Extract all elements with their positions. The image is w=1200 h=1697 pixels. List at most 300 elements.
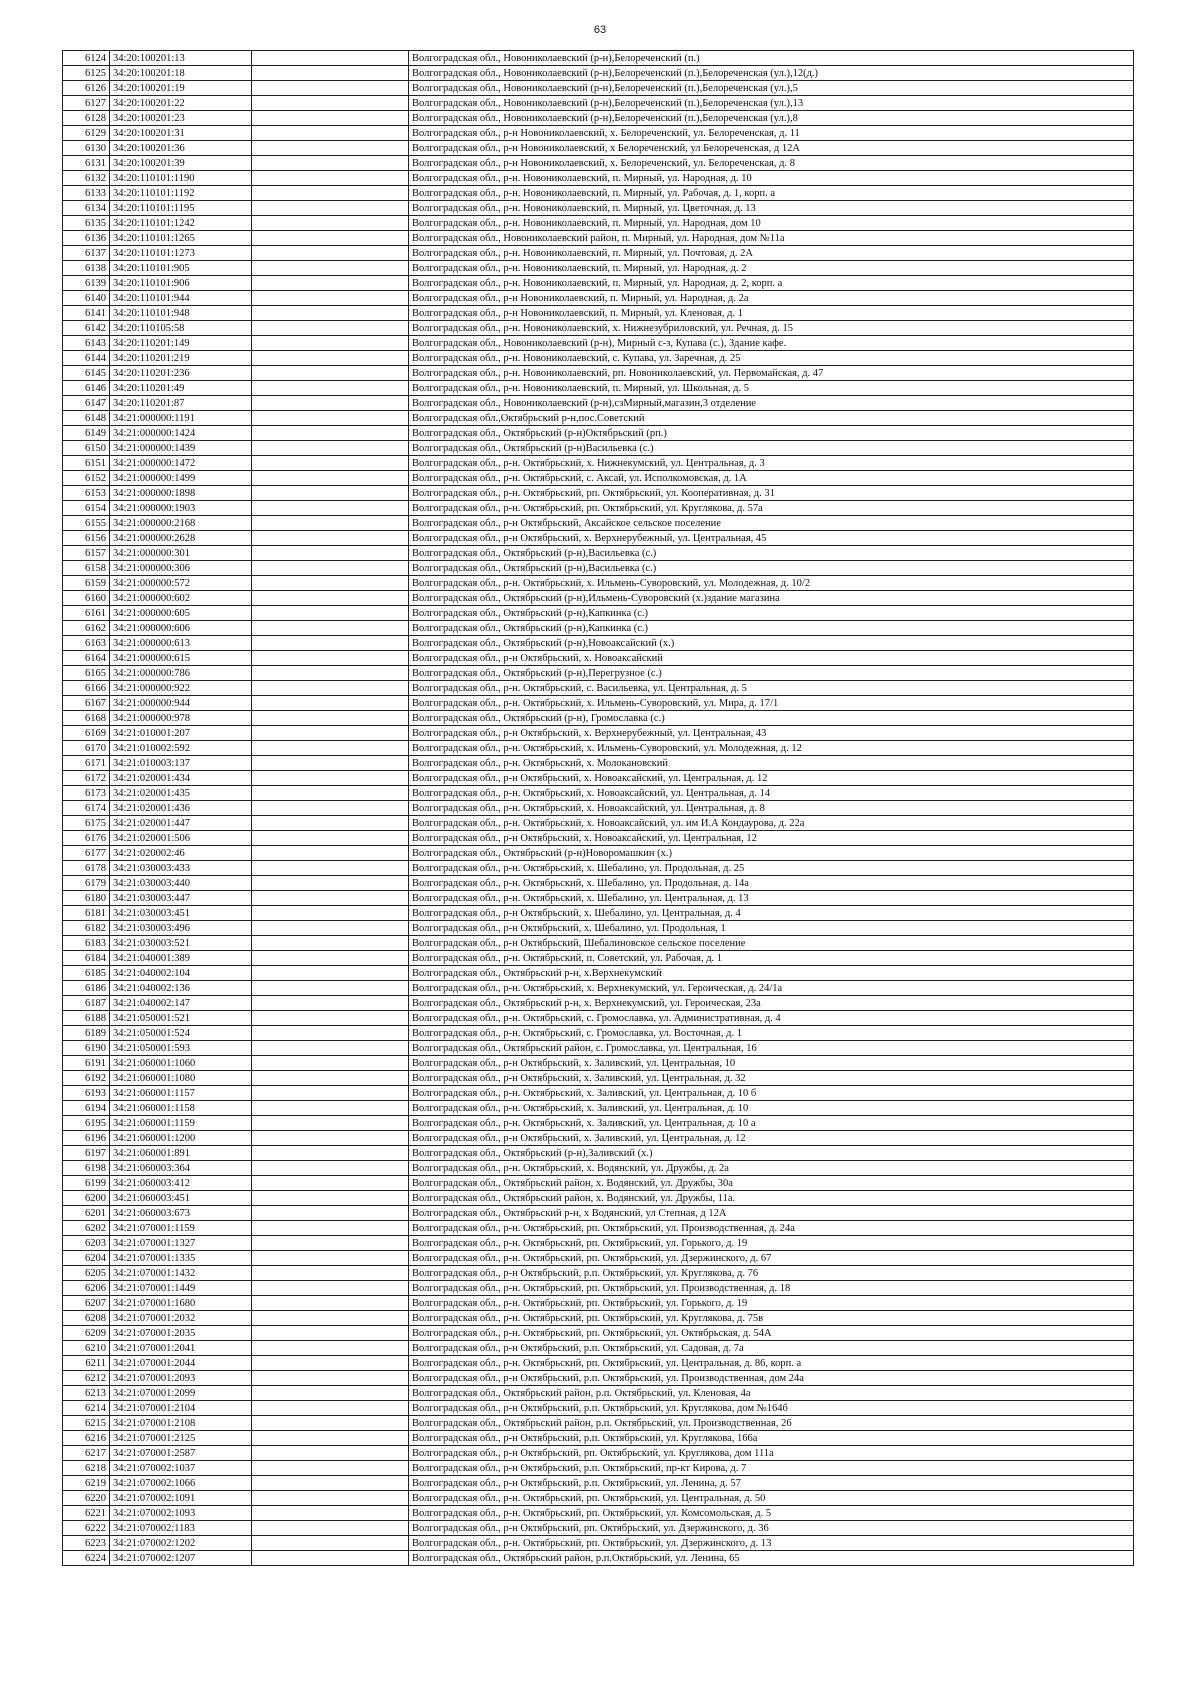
empty-cell — [252, 1191, 409, 1206]
row-number-cell: 6143 — [63, 336, 110, 351]
cadastral-number-cell: 34:20:100201:19 — [110, 81, 252, 96]
address-cell: Волгоградская обл., р-н Новониколаевский, п. Мирный, ул. Кленовая, д. 1 — [409, 306, 1134, 321]
table-row — [63, 1176, 1134, 1191]
empty-cell — [252, 1461, 409, 1476]
table-row — [63, 231, 1134, 246]
row-number-cell: 6126 — [63, 81, 110, 96]
row-number-cell: 6161 — [63, 606, 110, 621]
address-cell: Волгоградская обл., р-н Октябрьский, х. Заливский, ул. Центральная, 10 — [409, 1056, 1134, 1071]
empty-cell — [252, 576, 409, 591]
empty-cell — [252, 786, 409, 801]
empty-cell — [252, 1491, 409, 1506]
address-cell: Волгоградская обл., р-н. Октябрьский, х. Новоаксайский, ул. Центральная, д. 8 — [409, 801, 1134, 816]
address-cell: Волгоградская обл., Октябрьский район, х. Водянский, ул. Дружбы, 30а — [409, 1176, 1134, 1191]
table-row — [63, 591, 1134, 606]
cadastral-number-cell: 34:21:060001:1200 — [110, 1131, 252, 1146]
empty-cell — [252, 1026, 409, 1041]
address-cell: Волгоградская обл., р-н. Октябрьский, рп. Октябрьский, ул. Дзержинского, д. 13 — [409, 1536, 1134, 1551]
cadastral-number-cell: 34:20:110101:906 — [110, 276, 252, 291]
address-cell: Волгоградская обл., р-н. Новониколаевский, х. Нижнезубриловский, ул. Речная, д. 15 — [409, 321, 1134, 336]
empty-cell — [252, 1356, 409, 1371]
row-number-cell: 6220 — [63, 1491, 110, 1506]
address-cell: Волгоградская обл., р-н. Октябрьский, х. Молокановский — [409, 756, 1134, 771]
row-number-cell: 6173 — [63, 786, 110, 801]
empty-cell — [252, 891, 409, 906]
row-number-cell: 6203 — [63, 1236, 110, 1251]
cadastral-number-cell: 34:20:100201:36 — [110, 141, 252, 156]
address-cell: Волгоградская обл., Октябрьский р-н, х.Верхнекумский — [409, 966, 1134, 981]
empty-cell — [252, 261, 409, 276]
empty-cell — [252, 876, 409, 891]
address-cell: Волгоградская обл., р-н. Октябрьский, х. Заливский, ул. Центральная, д. 10 б — [409, 1086, 1134, 1101]
cadastral-number-cell: 34:21:070001:1327 — [110, 1236, 252, 1251]
row-number-cell: 6187 — [63, 996, 110, 1011]
empty-cell — [252, 1131, 409, 1146]
row-number-cell: 6183 — [63, 936, 110, 951]
address-cell: Волгоградская обл., Новониколаевский (р-н), Мирный с-з, Купава (с.), Здание кафе. — [409, 336, 1134, 351]
empty-cell — [252, 1311, 409, 1326]
empty-cell — [252, 951, 409, 966]
address-cell: Волгоградская обл., р-н. Октябрьский, с. Васильевка, ул. Центральная, д. 5 — [409, 681, 1134, 696]
cadastral-number-cell: 34:21:010003:137 — [110, 756, 252, 771]
table-row — [63, 381, 1134, 396]
table-row — [63, 261, 1134, 276]
row-number-cell: 6189 — [63, 1026, 110, 1041]
table-row — [63, 66, 1134, 81]
row-number-cell: 6217 — [63, 1446, 110, 1461]
table-row — [63, 1341, 1134, 1356]
table-row — [63, 411, 1134, 426]
table-row — [63, 846, 1134, 861]
cadastral-number-cell: 34:21:070001:1159 — [110, 1221, 252, 1236]
cadastral-number-cell: 34:21:070002:1207 — [110, 1551, 252, 1566]
row-number-cell: 6177 — [63, 846, 110, 861]
cadastral-number-cell: 34:21:000000:572 — [110, 576, 252, 591]
row-number-cell: 6146 — [63, 381, 110, 396]
address-cell: Волгоградская обл., р-н Октябрьский, р.п. Октябрьский, ул. Производственная, дом 24а — [409, 1371, 1134, 1386]
address-cell: Волгоградская обл., р-н. Октябрьский, с. Громославка, ул. Административная, д. 4 — [409, 1011, 1134, 1026]
address-cell: Волгоградская обл., р-н Новониколаевский, х Белореченский, ул Белореченская, д 12А — [409, 141, 1134, 156]
table-row — [63, 441, 1134, 456]
address-cell: Волгоградская обл., р-н Октябрьский, х. Верхнерубежный, ул. Центральная, 45 — [409, 531, 1134, 546]
empty-cell — [252, 606, 409, 621]
address-cell: Волгоградская обл., р-н. Октябрьский, рп. Октябрьский, ул. Горького, д. 19 — [409, 1236, 1134, 1251]
address-cell: Волгоградская обл., Октябрьский район, р.п.Октябрьский, ул. Ленина, 65 — [409, 1551, 1134, 1566]
cadastral-number-cell: 34:21:070002:1202 — [110, 1536, 252, 1551]
cadastral-number-cell: 34:21:000000:301 — [110, 546, 252, 561]
empty-cell — [252, 1416, 409, 1431]
row-number-cell: 6206 — [63, 1281, 110, 1296]
table-row — [63, 516, 1134, 531]
row-number-cell: 6149 — [63, 426, 110, 441]
row-number-cell: 6133 — [63, 186, 110, 201]
address-cell: Волгоградская обл., р-н. Новониколаевский, п. Мирный, ул. Народная, дом 10 — [409, 216, 1134, 231]
row-number-cell: 6205 — [63, 1266, 110, 1281]
row-number-cell: 6139 — [63, 276, 110, 291]
empty-cell — [252, 51, 409, 66]
cadastral-number-cell: 34:20:110201:49 — [110, 381, 252, 396]
empty-cell — [252, 381, 409, 396]
row-number-cell: 6180 — [63, 891, 110, 906]
row-number-cell: 6155 — [63, 516, 110, 531]
table-row — [63, 1521, 1134, 1536]
address-cell: Волгоградская обл., р-н. Октябрьский, рп. Октябрьский, ул. Комсомольская, д. 5 — [409, 1506, 1134, 1521]
empty-cell — [252, 726, 409, 741]
table-row — [63, 1401, 1134, 1416]
row-number-cell: 6181 — [63, 906, 110, 921]
address-cell: Волгоградская обл., р-н. Октябрьский, рп. Октябрьский, ул. Октябрьская, д. 54А — [409, 1326, 1134, 1341]
table-row — [63, 891, 1134, 906]
row-number-cell: 6223 — [63, 1536, 110, 1551]
cadastral-number-cell: 34:21:030003:433 — [110, 861, 252, 876]
empty-cell — [252, 276, 409, 291]
row-number-cell: 6198 — [63, 1161, 110, 1176]
row-number-cell: 6147 — [63, 396, 110, 411]
cadastral-number-cell: 34:21:070002:1037 — [110, 1461, 252, 1476]
cadastral-number-cell: 34:21:030003:521 — [110, 936, 252, 951]
row-number-cell: 6190 — [63, 1041, 110, 1056]
address-cell: Волгоградская обл., р-н. Октябрьский, рп. Октябрьский, ул. Кооперативная, д. 31 — [409, 486, 1134, 501]
register-table — [62, 50, 1134, 1566]
cadastral-number-cell: 34:21:060003:451 — [110, 1191, 252, 1206]
table-row — [63, 1146, 1134, 1161]
cadastral-number-cell: 34:20:110201:236 — [110, 366, 252, 381]
row-number-cell: 6194 — [63, 1101, 110, 1116]
cadastral-number-cell: 34:21:000000:606 — [110, 621, 252, 636]
empty-cell — [252, 666, 409, 681]
address-cell: Волгоградская обл., р-н. Октябрьский, х. Водянский, ул. Дружбы, д. 2а — [409, 1161, 1134, 1176]
empty-cell — [252, 1116, 409, 1131]
address-cell: Волгоградская обл., р-н. Октябрьский, х. Ильмень-Суворовский, ул. Молодежная, д. 10/2 — [409, 576, 1134, 591]
cadastral-number-cell: 34:20:100201:18 — [110, 66, 252, 81]
row-number-cell: 6141 — [63, 306, 110, 321]
cadastral-number-cell: 34:21:070001:2125 — [110, 1431, 252, 1446]
table-row — [63, 171, 1134, 186]
row-number-cell: 6167 — [63, 696, 110, 711]
row-number-cell: 6125 — [63, 66, 110, 81]
empty-cell — [252, 936, 409, 951]
row-number-cell: 6166 — [63, 681, 110, 696]
empty-cell — [252, 1476, 409, 1491]
table-row — [63, 471, 1134, 486]
address-cell: Волгоградская обл., р-н Октябрьский, р.п. Октябрьский, ул. Круглякова, дом №164б — [409, 1401, 1134, 1416]
cadastral-number-cell: 34:21:030003:496 — [110, 921, 252, 936]
row-number-cell: 6214 — [63, 1401, 110, 1416]
empty-cell — [252, 1551, 409, 1566]
table-row — [63, 666, 1134, 681]
empty-cell — [252, 1176, 409, 1191]
table-row — [63, 1446, 1134, 1461]
table-row — [63, 456, 1134, 471]
cadastral-number-cell: 34:21:070001:2093 — [110, 1371, 252, 1386]
cadastral-number-cell: 34:21:070002:1183 — [110, 1521, 252, 1536]
row-number-cell: 6151 — [63, 456, 110, 471]
cadastral-number-cell: 34:21:000000:978 — [110, 711, 252, 726]
empty-cell — [252, 1371, 409, 1386]
cadastral-number-cell: 34:21:030003:440 — [110, 876, 252, 891]
address-cell: Волгоградская обл., р-н Октябрьский, х. Новоаксайский — [409, 651, 1134, 666]
address-cell: Волгоградская обл., р-н. Новониколаевский, п. Мирный, ул. Народная, д. 2 — [409, 261, 1134, 276]
empty-cell — [252, 336, 409, 351]
table-row — [63, 771, 1134, 786]
cadastral-number-cell: 34:21:020001:506 — [110, 831, 252, 846]
cadastral-number-cell: 34:21:000000:1191 — [110, 411, 252, 426]
row-number-cell: 6158 — [63, 561, 110, 576]
address-cell: Волгоградская обл., р-н. Новониколаевский, п. Мирный, ул. Народная, д. 10 — [409, 171, 1134, 186]
empty-cell — [252, 636, 409, 651]
empty-cell — [252, 741, 409, 756]
empty-cell — [252, 771, 409, 786]
row-number-cell: 6188 — [63, 1011, 110, 1026]
cadastral-number-cell: 34:21:000000:1439 — [110, 441, 252, 456]
empty-cell — [252, 366, 409, 381]
table-row — [63, 1266, 1134, 1281]
address-cell: Волгоградская обл., р-н. Новониколаевский, п. Мирный, ул. Почтовая, д. 2А — [409, 246, 1134, 261]
table-row — [63, 156, 1134, 171]
cadastral-number-cell: 34:21:030003:451 — [110, 906, 252, 921]
empty-cell — [252, 591, 409, 606]
address-cell: Волгоградская обл., р-н. Новониколаевский, п. Мирный, ул. Цветочная, д. 13 — [409, 201, 1134, 216]
row-number-cell: 6140 — [63, 291, 110, 306]
empty-cell — [252, 351, 409, 366]
cadastral-number-cell: 34:21:000000:786 — [110, 666, 252, 681]
row-number-cell: 6200 — [63, 1191, 110, 1206]
empty-cell — [252, 1431, 409, 1446]
empty-cell — [252, 1221, 409, 1236]
cadastral-number-cell: 34:21:040002:104 — [110, 966, 252, 981]
address-cell: Волгоградская обл., Октябрьский (р-н),Капкинка (с.) — [409, 621, 1134, 636]
cadastral-number-cell: 34:21:010002:592 — [110, 741, 252, 756]
row-number-cell: 6192 — [63, 1071, 110, 1086]
table-row — [63, 201, 1134, 216]
cadastral-number-cell: 34:20:100201:22 — [110, 96, 252, 111]
empty-cell — [252, 996, 409, 1011]
table-row — [63, 81, 1134, 96]
address-cell: Волгоградская обл.,Октябрьский р-н,пос.Советский — [409, 411, 1134, 426]
empty-cell — [252, 1101, 409, 1116]
address-cell: Волгоградская обл., р-н Октябрьский, х. Заливский, ул. Центральная, д. 12 — [409, 1131, 1134, 1146]
empty-cell — [252, 291, 409, 306]
row-number-cell: 6159 — [63, 576, 110, 591]
table-row — [63, 1041, 1134, 1056]
table-row — [63, 291, 1134, 306]
cadastral-number-cell: 34:20:110101:944 — [110, 291, 252, 306]
address-cell: Волгоградская обл., р-н. Октябрьский, х. Нижнекумский, ул. Центральная, д. 3 — [409, 456, 1134, 471]
cadastral-number-cell: 34:21:000000:306 — [110, 561, 252, 576]
table-row — [63, 306, 1134, 321]
table-row — [63, 1161, 1134, 1176]
table-row — [63, 1311, 1134, 1326]
table-row — [63, 651, 1134, 666]
table-row — [63, 1371, 1134, 1386]
table-row — [63, 1326, 1134, 1341]
empty-cell — [252, 1266, 409, 1281]
table-row — [63, 1101, 1134, 1116]
address-cell: Волгоградская обл., Октябрьский район, с. Громославка, ул. Центральная, 16 — [409, 1041, 1134, 1056]
cadastral-number-cell: 34:21:070002:1093 — [110, 1506, 252, 1521]
address-cell: Волгоградская обл., Октябрьский (р-н),Ильмень-Суворовский (х.)здание магазина — [409, 591, 1134, 606]
address-cell: Волгоградская обл., Октябрьский (р-н),Васильевка (с.) — [409, 546, 1134, 561]
table-row — [63, 606, 1134, 621]
table-row — [63, 1011, 1134, 1026]
address-cell: Волгоградская обл., Новониколаевский (р-н),Белореченский (п.) — [409, 51, 1134, 66]
address-cell: Волгоградская обл., р-н. Октябрьский, х. Новоаксайский, ул. им И.А Кондаурова, д. 22а — [409, 816, 1134, 831]
address-cell: Волгоградская обл., р-н. Октябрьский, рп. Октябрьский, ул. Производственная, д. 18 — [409, 1281, 1134, 1296]
cadastral-number-cell: 34:21:020002:46 — [110, 846, 252, 861]
row-number-cell: 6185 — [63, 966, 110, 981]
row-number-cell: 6170 — [63, 741, 110, 756]
address-cell: Волгоградская обл., р-н. Октябрьский, х. Шебалино, ул. Продольная, д. 25 — [409, 861, 1134, 876]
table-row — [63, 1386, 1134, 1401]
empty-cell — [252, 171, 409, 186]
empty-cell — [252, 1281, 409, 1296]
row-number-cell: 6127 — [63, 96, 110, 111]
cadastral-number-cell: 34:21:070001:2587 — [110, 1446, 252, 1461]
empty-cell — [252, 546, 409, 561]
address-cell: Волгоградская обл., р-н. Новониколаевский, рп. Новониколаевский, ул. Первомайская, д. 47 — [409, 366, 1134, 381]
address-cell: Волгоградская обл., р-н. Новониколаевский, п. Мирный, ул. Школьная, д. 5 — [409, 381, 1134, 396]
cadastral-number-cell: 34:20:110101:1265 — [110, 231, 252, 246]
cadastral-number-cell: 34:21:060001:1159 — [110, 1116, 252, 1131]
table-row — [63, 216, 1134, 231]
cadastral-number-cell: 34:20:110101:1273 — [110, 246, 252, 261]
address-cell: Волгоградская обл., Новониколаевский (р-н),Белореченский (п.),Белореченская (ул.),5 — [409, 81, 1134, 96]
row-number-cell: 6175 — [63, 816, 110, 831]
table-row — [63, 1461, 1134, 1476]
empty-cell — [252, 906, 409, 921]
empty-cell — [252, 96, 409, 111]
empty-cell — [252, 186, 409, 201]
table-row — [63, 1431, 1134, 1446]
row-number-cell: 6182 — [63, 921, 110, 936]
cadastral-number-cell: 34:21:060001:1158 — [110, 1101, 252, 1116]
row-number-cell: 6148 — [63, 411, 110, 426]
row-number-cell: 6193 — [63, 1086, 110, 1101]
address-cell: Волгоградская обл., Октябрьский (р-н),Перегрузное (с.) — [409, 666, 1134, 681]
table-row — [63, 1296, 1134, 1311]
empty-cell — [252, 1086, 409, 1101]
address-cell: Волгоградская обл., Октябрьский район, х. Водянский, ул. Дружбы, 11а. — [409, 1191, 1134, 1206]
row-number-cell: 6132 — [63, 171, 110, 186]
row-number-cell: 6160 — [63, 591, 110, 606]
empty-cell — [252, 696, 409, 711]
row-number-cell: 6184 — [63, 951, 110, 966]
row-number-cell: 6224 — [63, 1551, 110, 1566]
empty-cell — [252, 621, 409, 636]
row-number-cell: 6195 — [63, 1116, 110, 1131]
address-cell: Волгоградская обл., р-н Октябрьский, р.п. Октябрьский, ул. Круглякова, д. 76 — [409, 1266, 1134, 1281]
row-number-cell: 6179 — [63, 876, 110, 891]
address-cell: Волгоградская обл., р-н Новониколаевский, х. Белореченский, ул. Белореченская, д. 11 — [409, 126, 1134, 141]
table-row — [63, 141, 1134, 156]
address-cell: Волгоградская обл., Октябрьский район, р.п. Октябрьский, ул. Кленовая, 4а — [409, 1386, 1134, 1401]
empty-cell — [252, 1236, 409, 1251]
row-number-cell: 6207 — [63, 1296, 110, 1311]
address-cell: Волгоградская обл., р-н. Октябрьский, с. Аксай, ул. Исполкомовская, д. 1А — [409, 471, 1134, 486]
address-cell: Волгоградская обл., Октябрьский (р-н)Васильевка (с.) — [409, 441, 1134, 456]
table-row — [63, 51, 1134, 66]
address-cell: Волгоградская обл., р-н. Октябрьский, х. Шебалино, ул. Продольная, д. 14а — [409, 876, 1134, 891]
address-cell: Волгоградская обл., Новониколаевский (р-н),Белореченский (п.),Белореченская (ул.),12(д.) — [409, 66, 1134, 81]
address-cell: Волгоградская обл., р-н. Октябрьский, х. Заливский, ул. Центральная, д. 10 а — [409, 1116, 1134, 1131]
table-row — [63, 1281, 1134, 1296]
empty-cell — [252, 1296, 409, 1311]
empty-cell — [252, 966, 409, 981]
address-cell: Волгоградская обл., Октябрьский (р-н),Васильевка (с.) — [409, 561, 1134, 576]
row-number-cell: 6197 — [63, 1146, 110, 1161]
table-row — [63, 1251, 1134, 1266]
address-cell: Волгоградская обл., р-н Октябрьский, Шебалиновское сельское поселение — [409, 936, 1134, 951]
cadastral-number-cell: 34:20:100201:13 — [110, 51, 252, 66]
cadastral-number-cell: 34:21:060003:673 — [110, 1206, 252, 1221]
table-row — [63, 1071, 1134, 1086]
table-row — [63, 696, 1134, 711]
table-row — [63, 621, 1134, 636]
cadastral-number-cell: 34:21:000000:615 — [110, 651, 252, 666]
empty-cell — [252, 1251, 409, 1266]
table-row — [63, 1356, 1134, 1371]
empty-cell — [252, 681, 409, 696]
row-number-cell: 6204 — [63, 1251, 110, 1266]
empty-cell — [252, 1341, 409, 1356]
cadastral-number-cell: 34:20:110201:87 — [110, 396, 252, 411]
empty-cell — [252, 246, 409, 261]
address-cell: Волгоградская обл., р-н. Новониколаевский, п. Мирный, ул. Народная, д. 2, корп. а — [409, 276, 1134, 291]
row-number-cell: 6213 — [63, 1386, 110, 1401]
empty-cell — [252, 411, 409, 426]
cadastral-number-cell: 34:20:110201:219 — [110, 351, 252, 366]
row-number-cell: 6131 — [63, 156, 110, 171]
table-row — [63, 861, 1134, 876]
table-row — [63, 906, 1134, 921]
cadastral-number-cell: 34:20:110101:948 — [110, 306, 252, 321]
table-row — [63, 1056, 1134, 1071]
row-number-cell: 6168 — [63, 711, 110, 726]
cadastral-number-cell: 34:21:070001:2041 — [110, 1341, 252, 1356]
cadastral-number-cell: 34:21:000000:602 — [110, 591, 252, 606]
cadastral-number-cell: 34:21:050001:524 — [110, 1026, 252, 1041]
cadastral-number-cell: 34:21:060001:1080 — [110, 1071, 252, 1086]
cadastral-number-cell: 34:20:110105:58 — [110, 321, 252, 336]
empty-cell — [252, 1521, 409, 1536]
empty-cell — [252, 66, 409, 81]
table-row — [63, 1206, 1134, 1221]
empty-cell — [252, 1056, 409, 1071]
address-cell: Волгоградская обл., р-н Октябрьский, х. Шебалино, ул. Продольная, 1 — [409, 921, 1134, 936]
table-row — [63, 426, 1134, 441]
table-row — [63, 126, 1134, 141]
empty-cell — [252, 1041, 409, 1056]
row-number-cell: 6142 — [63, 321, 110, 336]
row-number-cell: 6218 — [63, 1461, 110, 1476]
empty-cell — [252, 216, 409, 231]
table-row — [63, 486, 1134, 501]
address-cell: Волгоградская обл., р-н. Новониколаевский, п. Мирный, ул. Рабочая, д. 1, корп. а — [409, 186, 1134, 201]
address-cell: Волгоградская обл., р-н. Октябрьский, с. Громославка, ул. Восточная, д. 1 — [409, 1026, 1134, 1041]
row-number-cell: 6196 — [63, 1131, 110, 1146]
empty-cell — [252, 321, 409, 336]
row-number-cell: 6219 — [63, 1476, 110, 1491]
cadastral-number-cell: 34:21:070001:1432 — [110, 1266, 252, 1281]
empty-cell — [252, 831, 409, 846]
cadastral-number-cell: 34:20:110101:1192 — [110, 186, 252, 201]
empty-cell — [252, 516, 409, 531]
row-number-cell: 6222 — [63, 1521, 110, 1536]
address-cell: Волгоградская обл., р-н. Новониколаевский, с. Купава, ул. Заречная, д. 25 — [409, 351, 1134, 366]
cadastral-number-cell: 34:21:000000:605 — [110, 606, 252, 621]
empty-cell — [252, 651, 409, 666]
cadastral-number-cell: 34:21:070001:1335 — [110, 1251, 252, 1266]
